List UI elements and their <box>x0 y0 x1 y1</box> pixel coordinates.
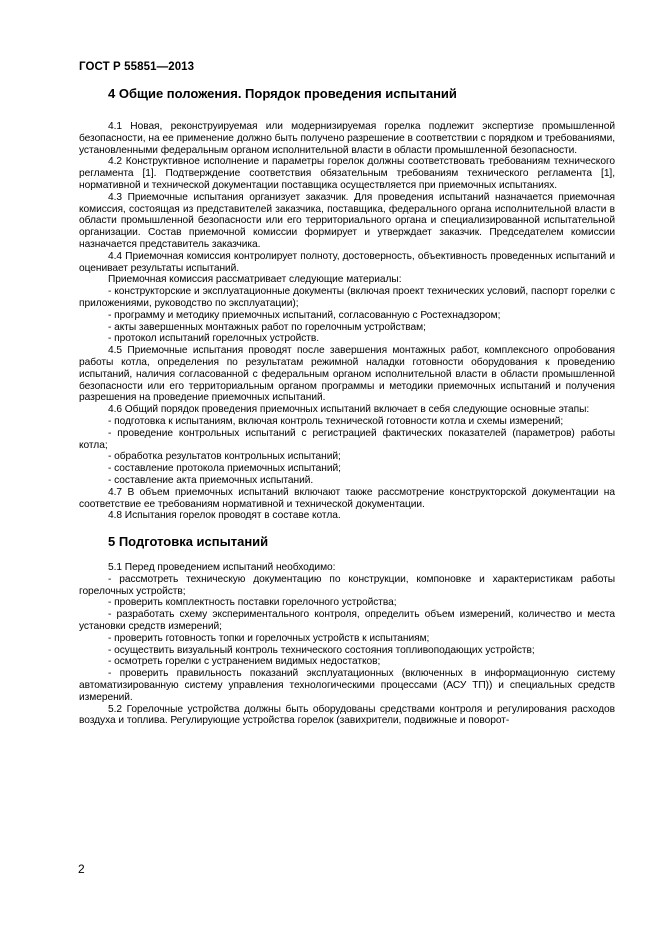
section-4-heading: 4 Общие положения. Порядок проведения испытаний <box>108 86 457 101</box>
paragraph: Приемочная комиссия рассматривает следующие материалы: <box>108 274 402 286</box>
list-item: - программу и методику приемочных испытаний, согласованную с Ростехнадзором; <box>108 309 501 321</box>
list-item: - рассмотреть техническую документацию по конструкции, компоновке и характеристикам работы горелочных устройств; <box>79 573 615 597</box>
paragraph: 4.3 Приемочные испытания организует заказчик. Для проведения испытаний назначается приемочная комиссия, состоящая из представителей заказчика, поставщика, федерального органа исполнительной власти в области промышленной безопасности или его территориального органа и специализированной испытательной организации. Состав приемочной комиссии формирует и утверждает заказчик. Председателем комиссии назначается представитель заказчика. <box>79 191 615 250</box>
list-item: - подготовка к испытаниям, включая контроль технической готовности котла и схемы измерений; <box>108 415 564 427</box>
list-item: - конструкторские и эксплуатационные документы (включая проект технических условий, паспорт горелки с приложениями, руководство по эксплуатации); <box>79 286 615 309</box>
list-item: - обработка результатов контрольных испытаний; <box>108 451 341 463</box>
paragraph: 4.2 Конструктивное исполнение и параметры горелок должны соответствовать требованиям технического регламента [1]. Подтверждение соответствия обязательным требованиям технического регламента [1], нормативной и технической документации поставщика осуществляется при приемочных испытаниях. <box>79 156 615 191</box>
list-item: - протокол испытаний горелочных устройств. <box>108 333 320 345</box>
paragraph: 4.4 Приемочная комиссия контролирует полноту, достоверность, объективность проведенных испытаний и оценивает результаты испытаний. <box>79 250 615 274</box>
list-item: - проверить правильность показаний эксплуатационных (включенных в информационную систему автоматизированную систему управления технологическими процессами (АСУ ТП)) и специальных средств измерений. <box>79 668 615 703</box>
document-header: ГОСТ Р 55851—2013 <box>79 61 195 73</box>
list-item: - осуществить визуальный контроль технического состояния топливоподающих устройств; <box>108 644 535 656</box>
list-item: - составление протокола приемочных испытаний; <box>108 463 341 475</box>
list-item: - осмотреть горелки с устранением видимых недостатков; <box>108 656 381 668</box>
page-content <box>79 86 615 727</box>
paragraph: 4.1 Новая, реконструируемая или модернизируемая горелка подлежит экспертизе промышленной безопасности, на ее применение должно быть получено разрешение в соответствии с порядком и требованиями, установленными федеральным органом исполнительной власти в области промышленной безопасности. <box>79 121 615 156</box>
paragraph: 5.1 Перед проведением испытаний необходимо: <box>108 562 336 574</box>
list-item: - проверить комплектность поставки горелочного устройства; <box>108 597 397 609</box>
paragraph: 5.2 Горелочные устройства должны быть оборудованы средствами контроля и регулирования расходов воздуха и топлива. Регулирующие устройства горелок (завихрители, подвижные и поворот- <box>79 703 615 727</box>
section-5-heading: 5 Подготовка испытаний <box>108 534 269 550</box>
list-item: - проведение контрольных испытаний с регистрацией фактических показателей (параметров) работы котла; <box>79 427 615 451</box>
list-item: - составление акта приемочных испытаний. <box>108 474 314 486</box>
paragraph: 4.8 Испытания горелок проводят в составе котла. <box>108 510 341 522</box>
list-item: - акты завершенных монтажных работ по горелочным устройствам; <box>108 321 426 333</box>
paragraph: 4.6 Общий порядок проведения приемочных испытаний включает в себя следующие основные этапы: <box>108 404 590 416</box>
list-item: - проверить готовность топки и горелочных устройств к испытаниям; <box>108 632 430 644</box>
paragraph: 4.5 Приемочные испытания проводят после завершения монтажных работ, комплексного опробования работы котла, определения по результатам режимной наладки готовности оборудования к проведению испытаний, наличия согласованной с федеральным органом исполнительной власти в области промышленной безопасности или его территориальным органом программы и методики приемочных испытаний и получения разрешения на проведение приемочных испытаний. <box>79 345 615 404</box>
page-number: 2 <box>78 862 85 876</box>
paragraph: 4.7 В объем приемочных испытаний включают также рассмотрение конструкторской документации на соответствие ее требованиям нормативной и технической документации. <box>79 486 615 510</box>
list-item: - разработать схему экспериментального контроля, определить объем измерений, количество и места установки средств измерений; <box>79 609 615 633</box>
